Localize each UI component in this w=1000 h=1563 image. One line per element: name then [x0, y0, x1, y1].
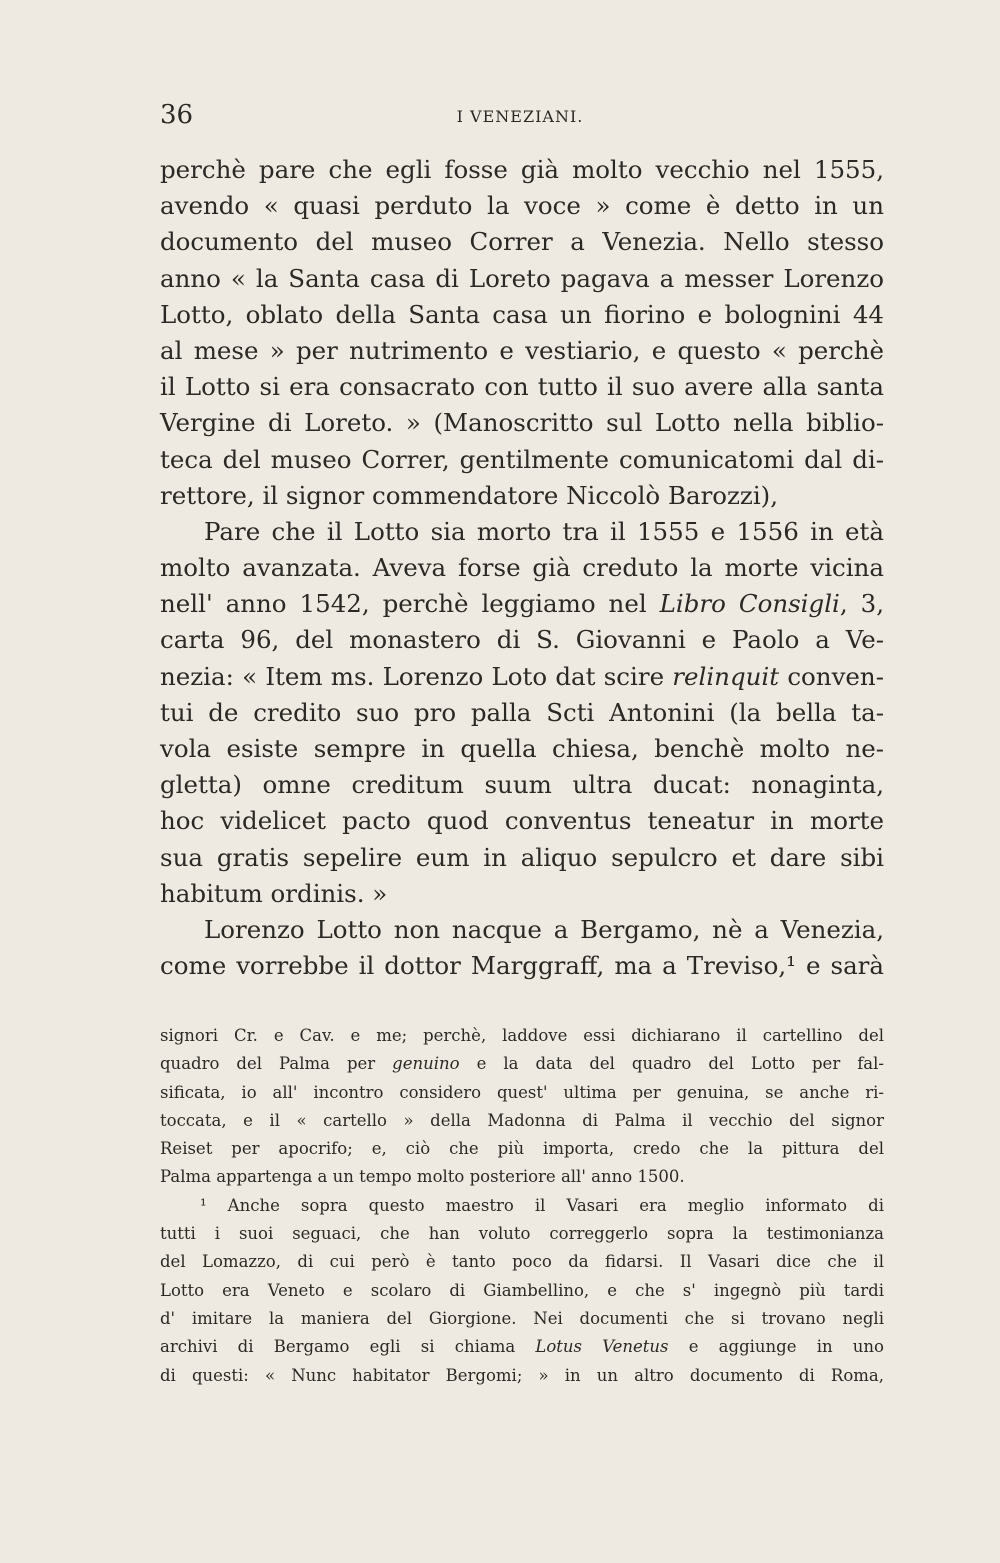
- footnote-line: [160, 1050, 884, 1078]
- text-run: nezia: « Item ms. Lorenzo Loto dat scire: [160, 661, 673, 691]
- footnotes: [160, 1022, 884, 1390]
- text-line: Lorenzo Lotto non nacque a Bergamo, nè a Venezia,: [204, 914, 884, 944]
- text-line: teca del museo Correr, gentilmente comunicatomi dal di-: [160, 444, 884, 474]
- text-line: Lotto, oblato della Santa casa un fiorino e bolognini 44: [160, 299, 884, 329]
- footnote-line: tutti i suoi seguaci, che han voluto correggerlo sopra la testimonianza: [160, 1224, 884, 1244]
- text-line: vola esiste sempre in quella chiesa, benchè molto ne-: [160, 734, 884, 763]
- text-line: gletta) omne creditum suum ultra ducat: nonaginta,: [160, 770, 884, 800]
- text-line: al mese » per nutrimento e vestiario, e questo « perchè: [160, 335, 884, 365]
- text-line: come vorrebbe il dottor Marggraff, ma a Treviso,¹ e sarà: [160, 951, 884, 981]
- text-line: hoc videlicet pacto quod conventus teneatur in morte: [160, 806, 884, 836]
- text-line: molto avanzata. Aveva forse già creduto la morte vicina: [160, 553, 884, 583]
- footnote-line: Lotto era Veneto e scolaro di Giambellino, e che s' ingegnò più tardi: [160, 1280, 884, 1300]
- paragraph-3: [160, 912, 884, 984]
- italic-word-genuino: genuino: [392, 1054, 460, 1074]
- italic-name-lotus-venetus: Lotus Venetus: [535, 1337, 669, 1357]
- footnote-line: Palma appartenga a un tempo molto posteriore all' anno 1500.: [160, 1167, 685, 1187]
- footnote-line: di questi: « Nunc habitator Bergomi; » in un altro documento di Roma,: [160, 1365, 884, 1385]
- text-line: avendo « quasi perduto la voce » come è detto in un: [160, 191, 884, 221]
- footnote-line: Reiset per apocrifo; e, ciò che più importa, credo che la pittura del: [160, 1139, 884, 1159]
- page-header: [160, 100, 880, 132]
- text-line: sua gratis sepelire eum in aliquo sepulcro et dare sibi: [160, 842, 884, 872]
- text-run: conven-: [779, 661, 884, 691]
- text-line: Pare che il Lotto sia morto tra il 1555 e 1556 in età: [204, 516, 884, 546]
- text-line: habitum ordinis. »: [160, 878, 388, 908]
- footnote-line: del Lomazzo, di cui però è tanto poco da fidarsi. Il Vasari dice che il: [160, 1252, 884, 1272]
- paragraph-1: [160, 152, 884, 514]
- text-run: e aggiunge in uno: [668, 1337, 884, 1357]
- footnote-continuation: [160, 1022, 884, 1192]
- italic-title-libro-consigli: Libro Consigli: [659, 589, 840, 619]
- text-run: nell' anno 1542, perchè leggiamo nel: [160, 589, 660, 619]
- footnote-1: [160, 1192, 884, 1390]
- footnote-line: signori Cr. e Cav. e me; perchè, laddove essi dichiarano il cartellino del: [160, 1026, 884, 1045]
- text-run: archivi di Bergamo egli si chiama: [160, 1337, 536, 1357]
- footnote-line: d' imitare la maniera del Giorgione. Nei documenti che si trovano negli: [160, 1308, 884, 1328]
- text-line: perchè pare che egli fosse già molto vecchio nel 1555,: [160, 155, 884, 184]
- text-line: documento del museo Correr a Venezia. Nello stesso: [160, 227, 884, 257]
- paragraph-2: [160, 514, 884, 912]
- page-number: 36: [160, 100, 194, 130]
- footnote-line: ¹ Anche sopra questo maestro il Vasari era meglio informato di: [200, 1195, 884, 1215]
- footnote-line: sificata, io all' incontro considero quest' ultima per genuina, se anche ri-: [160, 1082, 884, 1102]
- text-line: [160, 659, 884, 695]
- text-line: il Lotto si era consacrato con tutto il suo avere alla santa: [160, 372, 884, 402]
- text-line: Vergine di Loreto. » (Manoscritto sul Lotto nella biblio-: [160, 408, 884, 438]
- text-run: quadro del Palma per: [160, 1054, 393, 1074]
- text-line: [160, 586, 884, 622]
- running-title: I VENEZIANI.: [456, 107, 584, 126]
- footnote-line: toccata, e il « cartello » della Madonna di Palma il vecchio del signor: [160, 1110, 884, 1130]
- text-line: carta 96, del monastero di S. Giovanni e Paolo a Ve-: [160, 625, 884, 655]
- text-line: anno « la Santa casa di Loreto pagava a messer Lorenzo: [160, 263, 884, 293]
- text-line: rettore, il signor commendatore Niccolò Barozzi),: [160, 480, 779, 510]
- text-run: , 3,: [839, 589, 884, 619]
- text-line: tui de credito suo pro palla Scti Antonini (la bella ta-: [160, 697, 884, 727]
- italic-word-relinquit: relinquit: [672, 661, 780, 691]
- main-text: [160, 152, 884, 984]
- text-run: e la data del quadro del Lotto per fal-: [459, 1054, 884, 1074]
- footnote-line: [160, 1333, 884, 1361]
